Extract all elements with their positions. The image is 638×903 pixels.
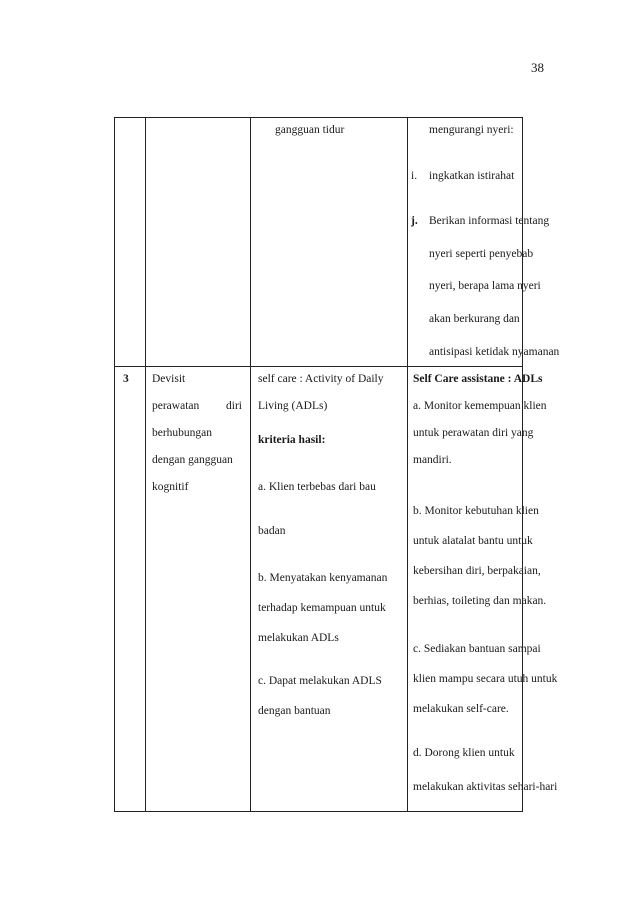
criteria-line: badan	[258, 525, 286, 537]
cell-number	[115, 367, 146, 812]
criteria-line: terhadap kemampuan untuk	[258, 602, 386, 614]
item-j-line: nyeri seperti penyebab	[429, 248, 534, 260]
intervention-intro: mengurangi nyeri:	[429, 124, 514, 136]
intervention-line: untuk perawatan diri yang	[413, 427, 534, 439]
table-row-3	[115, 367, 523, 812]
row-number: 3	[123, 373, 129, 385]
intervention-line: d. Dorong klien untuk	[413, 747, 515, 759]
intervention-line: melakukan aktivitas sehari-hari	[413, 781, 558, 793]
criteria-line: dengan bantuan	[258, 705, 331, 717]
item-i-marker: i.	[411, 170, 418, 182]
criteria-heading: kriteria hasil:	[258, 434, 326, 446]
intervention-line: untuk alatalat bantu untuk	[413, 535, 533, 547]
item-j-line: antisipasi ketidak nyamanan	[429, 346, 560, 358]
goal-line: Living (ADLs)	[258, 400, 328, 412]
criteria-line: b. Menyatakan kenyamanan	[258, 572, 388, 584]
item-i-text: ingkatkan istirahat	[429, 170, 515, 182]
intervention-line: c. Sediakan bantuan sampai	[413, 643, 541, 655]
intervention-line: a. Monitor kemempuan klien	[413, 400, 547, 412]
diagnosis-line-justified	[152, 400, 242, 412]
diagnosis-line: dengan gangguan	[152, 454, 233, 466]
care-plan-table	[114, 117, 560, 812]
criteria-line: melakukan ADLs	[258, 632, 339, 644]
criteria-text: gangguan tidur	[275, 124, 345, 136]
intervention-line: b. Monitor kebutuhan klien	[413, 505, 539, 517]
criteria-line: c. Dapat melakukan ADLS	[258, 675, 382, 687]
cell-diagnosis-empty	[146, 118, 251, 367]
word: diri	[226, 400, 242, 412]
intervention-heading: Self Care assistane : ADLs	[413, 373, 543, 385]
diagnosis-line: berhubungan	[152, 427, 213, 439]
table-row-continued	[115, 118, 523, 367]
cell-intervention	[408, 118, 560, 367]
cell-criteria-row3	[251, 367, 408, 812]
intervention-line: melakukan self-care.	[413, 703, 509, 715]
cell-criteria	[251, 118, 408, 367]
diagnosis-line	[152, 400, 242, 412]
diagnosis-line: Devisit	[152, 373, 186, 385]
page-number: 38	[531, 60, 544, 75]
intervention-line: klien mampu secara utuh untuk	[413, 673, 558, 685]
criteria-line: a. Klien terbebas dari bau	[258, 481, 376, 493]
item-j-line: nyeri, berapa lama nyeri	[429, 280, 541, 292]
item-j-marker: j.	[411, 215, 418, 227]
cell-intervention-row3	[408, 367, 558, 812]
cell-diagnosis	[146, 367, 251, 812]
diagnosis-line: kognitif	[152, 481, 189, 493]
item-j-line: akan berkurang dan	[429, 313, 520, 325]
intervention-line: kebersihan diri, berpakaian,	[413, 565, 541, 577]
goal-line: self care : Activity of Daily	[258, 373, 384, 385]
intervention-line: mandiri.	[413, 454, 452, 466]
intervention-line: berhias, toileting dan makan.	[413, 595, 547, 607]
cell-number-empty	[115, 118, 146, 367]
item-j-line: Berikan informasi tentang	[429, 215, 550, 227]
word: perawatan	[152, 400, 200, 412]
